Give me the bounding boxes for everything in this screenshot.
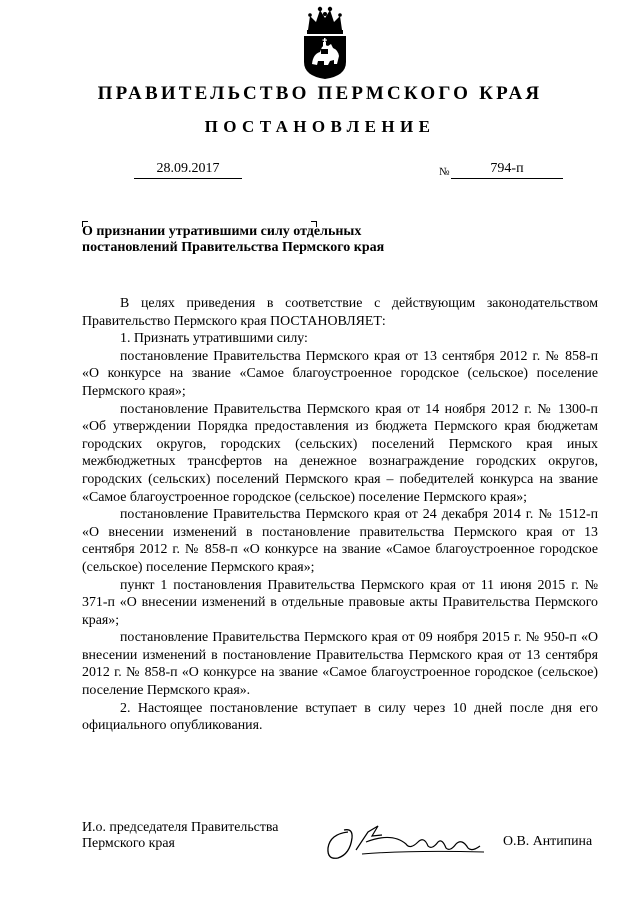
handwritten-signature-icon	[322, 820, 488, 866]
document-date: 28.09.2017	[134, 160, 242, 179]
signatory-title-line-1: И.о. председателя Правительства	[82, 820, 279, 835]
document-type: ПОСТАНОВЛЕНИЕ	[204, 117, 436, 136]
body-paragraph: постановление Правительства Пермского края от 14 ноября 2012 г. № 1300-п «Об утверждении Порядка предоставления из бюджета Пермского края бюджетам городских округов, городских (сельских) поселений Пермского края иных межбюджетных трансфертов на денежное вознаграждение городских округов, городских (сельских) поселений Пермского края – победителей конкурса на звание «Самое благоустроенное городское (сельское) поселение Пермского края»;	[82, 401, 598, 505]
signatory-title-line-2: Пермского края	[82, 836, 175, 851]
body-paragraph: постановление Правительства Пермского края от 24 декабря 2014 г. № 1512-п «О внесении изменений в постановление правительства Пермского края от 13 сентября 2012 г. № 858-п «О конкурсе на звание «Самое благоустроенное городское (сельское) поселение Пермского края»;	[82, 507, 598, 575]
body-paragraph: 2. Настоящее постановление вступает в силу через 10 дней после дня его официального опубликования.	[82, 700, 598, 734]
body-paragraph: пункт 1 постановления Правительства Пермского края от 11 июня 2015 г. № 371-п «О внесении изменений в отдельные правовые акты Правительства Пермского края»;	[82, 577, 598, 628]
body-paragraph: 1. Признать утратившими силу:	[120, 331, 308, 347]
document-subject	[82, 224, 412, 256]
perm-krai-coat-of-arms-icon	[300, 4, 350, 80]
body-paragraph: постановление Правительства Пермского края от 09 ноября 2015 г. № 950-п «О внесении изменений в постановление Правительства Пермского края от 13 сентября 2012 г. № 858-п «О конкурсе на звание «Самое благоустроенное городское (сельское) поселение Пермского края».	[82, 630, 598, 699]
document-body	[82, 295, 598, 735]
number-sign: №	[439, 166, 450, 178]
document-number: 794-п	[451, 160, 563, 179]
body-paragraph: В целях приведения в соответствие с действующим законодательством Правительство Пермского края ПОСТАНОВЛЯЕТ:	[82, 296, 598, 329]
subject-line-1: О признании утратившими силу отдельных	[82, 224, 362, 239]
signatory-name: О.В. Антипина	[503, 834, 593, 849]
signatory-title	[82, 820, 278, 852]
organization-title: ПРАВИТЕЛЬСТВО ПЕРМСКОГО КРАЯ	[97, 83, 543, 104]
body-paragraph: постановление Правительства Пермского края от 13 сентября 2012 г. № 858-п «О конкурсе на звание «Самое благоустроенное городское (сельское) поселение Пермского края»;	[82, 348, 598, 399]
subject-line-2: постановлений Правительства Пермского края	[82, 240, 385, 255]
